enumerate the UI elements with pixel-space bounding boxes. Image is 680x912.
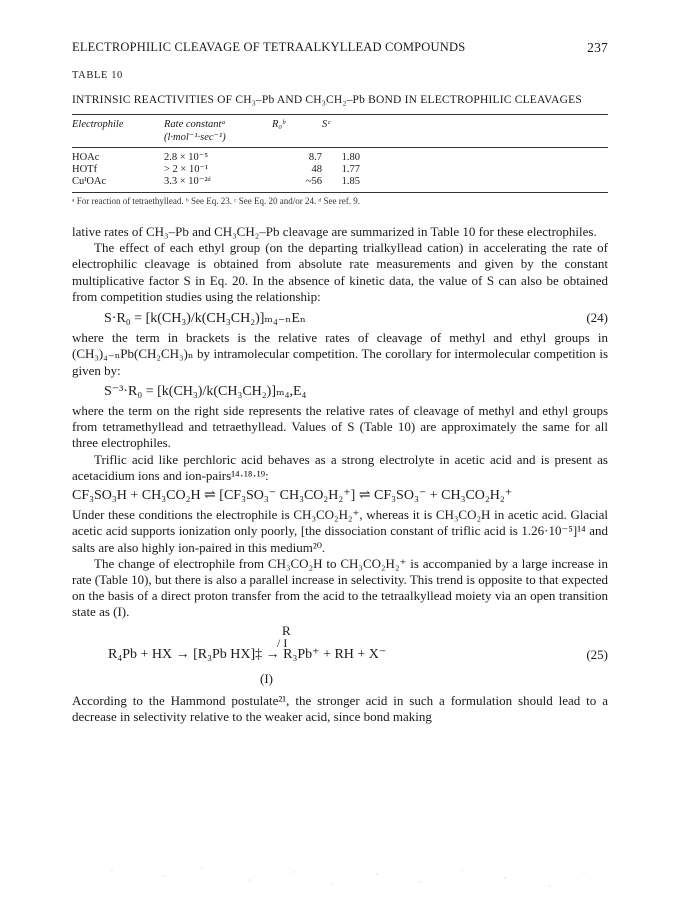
table-cell: 8.7 <box>308 152 322 163</box>
table-cell: CuᴵOAc <box>72 176 107 187</box>
page-number: 237 <box>587 40 608 55</box>
column-header: R₀ᵇ <box>272 119 285 130</box>
equation-body: S·R₀ = [k(CH₃)/k(CH₃CH₂)]ₘ₄₋ₙEₙ <box>104 311 306 327</box>
table-cell: HOAc <box>72 152 100 163</box>
table-row <box>72 148 608 165</box>
table-cell: 2.8 × 10⁻⁵ <box>164 152 208 163</box>
table-cell: 1.85 <box>341 176 360 187</box>
table-label: TABLE 10 <box>72 70 123 81</box>
table-row <box>72 176 608 193</box>
scan-noise <box>72 862 608 896</box>
table-cell: 1.77 <box>341 164 360 175</box>
paragraph: The change of electrophile from CH₃CO₂H to CH₃CO₂H₂⁺ is accompanied by a large increase in rate (Table 10), but there is also a parallel increase in selectivity. This trend is opposite to that expected on the basis of a direct proton transfer from the acid to the tetraalkyllead moiety via an open transition state as (I). <box>72 555 608 620</box>
equation-number: (25) <box>586 646 608 662</box>
table-header-row <box>72 115 608 148</box>
equation-number: (24) <box>586 310 608 326</box>
equation-substituent: R <box>282 622 291 638</box>
paragraph: Under these conditions the electrophile is CH₃CO₂H₂⁺, whereas it is CH₃CO₂H in acetic acid. Glacial acetic acid supports ionization only poorly, [the dissociation constant of triflic acid is 1.26·10⁻⁵]¹⁴ and salts are also highly ion-paired in this medium²⁰. <box>72 507 608 555</box>
equation-body: S⁻³·R₀ = [k(CH₃)/k(CH₃CH₂)]ₘ₄,E₄ <box>104 383 307 399</box>
body-text <box>72 224 608 725</box>
column-header: Electrophile <box>72 119 124 130</box>
equation-25 <box>72 623 608 693</box>
column-header: Sᶜ <box>322 119 331 130</box>
running-title: ELECTROPHILIC CLEAVAGE OF TETRAALKYLLEAD COMPOUNDS <box>72 40 466 54</box>
running-head <box>72 40 608 56</box>
table-row <box>72 164 608 176</box>
column-header: Rate constantᵃ (l·mol⁻¹·sec⁻¹) <box>164 119 226 143</box>
table-cell: 48 <box>311 164 322 175</box>
table-cell: 3.3 × 10⁻²ᵈ <box>164 176 211 187</box>
reactivity-table <box>72 114 608 193</box>
page <box>72 40 608 725</box>
table-cell: HOTf <box>72 164 98 175</box>
paragraph: where the term on the right side represents the relative rates of cleavage of methyl and ethyl groups from tetramethyllead and tetraethyllead. Values of S (Table 10) are approximately the same for all three electrophiles. <box>72 403 608 451</box>
table-cell: ~56 <box>305 176 322 187</box>
structure-label: (I) <box>260 670 273 686</box>
paragraph: lative rates of CH₃–Pb and CH₃CH₂–Pb cleavage are summarized in Table 10 for these electrophiles. <box>72 224 597 239</box>
paragraph: where the term in brackets is the relative rates of cleavage of methyl and ethyl groups in (CH₃)₄₋ₙPb(CH₂CH₃)ₙ by intramolecular competition. The corollary for intermolecular competition is given by: <box>72 330 608 378</box>
paragraph: Triflic acid like perchloric acid behaves as a strong electrolyte in acetic acid and is present as acetacidium ions and ion-pairs¹⁴·¹⁸·¹⁹: <box>72 451 608 483</box>
paragraph: According to the Hammond postulate²¹, the stronger acid in such a formulation should lead to a decrease in selectivity relative to the weaker acid, since bond making <box>72 692 608 724</box>
paragraph: The effect of each ethyl group (on the departing trialkyllead cation) in accelerating the rate of electrophilic cleavage is obtained from absolute rate measurements and given by the constant multiplicative factor S in Eq. 20. In the absence of kinetic data, the value of S can also be obtained from competition studies using the relationship: <box>72 240 608 304</box>
equation-bond-mark: / I <box>277 635 288 650</box>
triflic-equilibrium: CF₃SO₃H + CH₃CO₂H ⇌ [CF₃SO₃⁻ CH₃CO₂H₂⁺] ⇌ CF₃SO₃⁻ + CH₃CO₂H₂⁺ <box>72 488 513 504</box>
table-title: INTRINSIC REACTIVITIES OF CH₃–Pb AND CH₃CH₂–Pb BOND IN ELECTROPHILIC CLEAVAGES <box>72 94 582 106</box>
table-footnote: ᵃ For reaction of tetraethyllead. ᵇ See Eq. 23. ᶜ See Eq. 20 and/or 24. ᵈ See ref. 9. <box>72 196 361 206</box>
table-cell: > 2 × 10⁻¹ <box>164 164 209 175</box>
equation-corollary <box>72 384 608 400</box>
equation-24 <box>72 310 608 327</box>
equation-body: R₄Pb + HX → [R₃Pb HX]‡ → R₃Pb⁺ + RH + X⁻ <box>108 646 387 662</box>
table-cell: 1.80 <box>341 152 360 163</box>
